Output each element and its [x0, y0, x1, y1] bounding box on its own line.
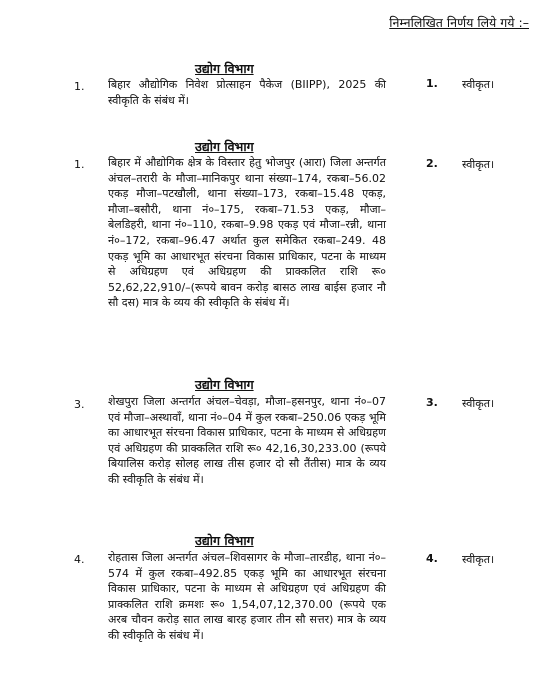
- decision-status: स्वीकृत।: [462, 397, 495, 410]
- item-text: शेखपुरा जिला अन्तर्गत अंचल–चेवड़ा, मौजा–हसनपुर, थाना नं०–07 एवं मौजा–अस्थावाँ, थाना नं०–04 में कुल रकबा–250.06 एकड़ भूमि का आधारभूत संरचना विकास प्राधिकार, पटना के माध्यम से अधिग्रहण एवं अधिग्रहण की प्राक्कलित राशि रू० 42,16,30,233.00 (रूपये बियालिस करोड़ सोलह लाख तीस हजार दो सौ तैंतीस) मात्र के व्यय की स्वीकृति के संबंध में।: [108, 395, 386, 486]
- department-heading: उद्योग विभाग: [195, 61, 254, 76]
- decision-number: 1.: [426, 77, 438, 90]
- decision-status: स्वीकृत।: [462, 158, 495, 171]
- department-heading: उद्योग विभाग: [195, 533, 254, 548]
- item-text: बिहार औद्योगिक निवेश प्रोत्साहन पैकेज (BIIPP), 2025 की स्वीकृति के संबंध में।: [108, 78, 386, 107]
- department-heading: उद्योग विभाग: [195, 377, 254, 392]
- decisions-header: निम्नलिखित निर्णय लिये गये :–: [389, 15, 529, 30]
- department-heading: उद्योग विभाग: [195, 139, 254, 154]
- item-number: 1.: [74, 80, 85, 93]
- item-text: बिहार में औद्योगिक क्षेत्र के विस्तार हेतु भोजपुर (आरा) जिला अन्तर्गत अंचल–तरारी के मौजा–मानिकपुर थाना संख्या–174, रकबा–56.02 एकड़ मौजा–पटखौली, थाना संख्या–173, रकबा–15.48 एकड़, मौजा–बसौरी, थाना नं०–175, रकबा–71.53 एकड़, मौजा–बेलडिहरी, थाना नं०–110, रकबा–9.98 एकड़ एवं मौजा–रन्नी, थाना नं०–172, रकबा–96.47 अर्थात कुल समेकित रकबा–249. 48 एकड़ भूमि का आधारभूत संरचना विकास प्राधिकार, पटना के माध्यम से अधिग्रहण एवं अधिग्रहण की प्राक्कलित राशि रू० 52,62,22,910/–(रूपये बावन करोड़ बासठ लाख बाईस हजार नौ सौ दस) मात्र के व्यय की स्वीकृति के संबंध में।: [108, 156, 386, 310]
- item-number: 3.: [74, 398, 85, 411]
- decision-number: 4.: [426, 552, 438, 565]
- item-number: 4.: [74, 553, 85, 566]
- decision-number: 2.: [426, 157, 438, 170]
- item-number: 1.: [74, 158, 85, 171]
- decision-number: 3.: [426, 396, 438, 409]
- decision-status: स्वीकृत।: [462, 78, 495, 91]
- item-text: रोहतास जिला अन्तर्गत अंचल–शिवसागर के मौजा–तारडीह, थाना नं०–574 में कुल रकबा–492.85 एकड़ भूमि का आधारभूत संरचना विकास प्राधिकार, पटना के माध्यम से अधिग्रहण एवं अधिग्रहण की प्राक्कलित राशि क्रमशः रू० 1,54,07,12,370.00 (रूपये एक अरब चौवन करोड़ सात लाख बारह हजार तीन सौ सत्तर) मात्र के व्यय की स्वीकृति के संबंध में।: [108, 551, 386, 642]
- decision-status: स्वीकृत।: [462, 553, 495, 566]
